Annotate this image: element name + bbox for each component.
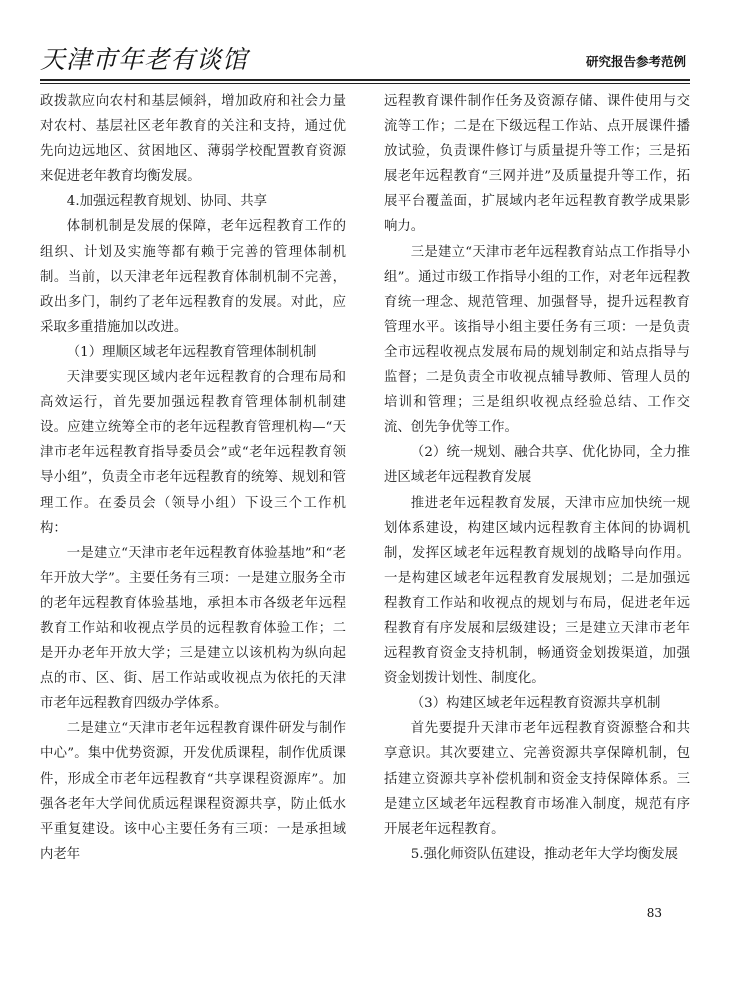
journal-logo: 天津市年老有谈馆 — [40, 45, 249, 74]
paragraph: 体制机制是发展的保障，老年远程教育工作的组织、计划及实施等都有赖于完善的管理体制机制。当前，以天津老年远程教育体制机制不完善，政出多门，制约了老年远程教育的发展。对此，应采取多重措施加以改进。 — [40, 219, 346, 335]
header-rule-thick — [40, 79, 690, 81]
page-number: 83 — [646, 906, 662, 920]
paragraph: 三是建立“天津市老年远程教育站点工作指导小组”。通过市级工作指导小组的工作，对老年远程教育统一理念、规范管理、加强督导，提升远程教育管理水平。该指导小组主要任务有三项：一是负责全市远程收视点发展布局的规划制定和站点指导与监督；二是负责全市收视点辅导教师、管理人员的培训和管理；三是组织收视点经验总结、工作交流、创先争优等工作。 — [384, 244, 690, 436]
paragraph: 政拨款应向农村和基层倾斜，增加政府和社会力量对农村、基层社区老年教育的关注和支持，通过优先向边远地区、贫困地区、薄弱学校配置教育资源来促进老年教育均衡发展。 — [40, 94, 346, 185]
right-column — [384, 89, 690, 867]
section-tag: 研究报告参考范例 — [585, 54, 686, 69]
paragraph: 一是建立“天津市老年远程教育体验基地”和“老年开放大学”。主要任务有三项：一是建立服务全市的老年远程教育体验基地，承担本市各级老年远程教育工作站和收视点学员的远程教育体验工作；二是开办老年开放大学；三是建立以该机构为纵向起点的市、区、街、居工作站或收视点为依托的天津市老年远程教育四级办学体系。 — [40, 545, 346, 712]
paragraph: 首先要提升天津市老年远程教育资源整合和共享意识。其次要建立、完善资源共享保障机制，包括建立资源共享补偿机制和资金支持保障体系。三是建立区域老年远程教育市场准入制度，规范有序开展老年远程教育。 — [384, 721, 690, 837]
header-rule-thin — [40, 83, 690, 84]
paragraph: 二是建立“天津市老年远程教育课件研发与制作中心”。集中优势资源，开发优质课程，制作优质课件，形成全市老年远程教育“共享课程资源库”。加强各老年大学间优质远程课程资源共享，防止低水平重复建设。该中心主要任务有三项：一是承担域内老年 — [40, 721, 346, 862]
paragraph: 远程教育课件制作任务及资源存储、课件使用与交流等工作；二是在下级远程工作站、点开展课件播放试验，负责课件修订与质量提升等工作；三是拓展老年远程教育“三网并进”及质量提升等工作，拓展平台覆盖面，扩展域内老年远程教育教学成果影响力。 — [384, 94, 690, 235]
left-column — [40, 89, 346, 867]
section-heading: 5.强化师资队伍建设，推动老年大学均衡发展 — [410, 846, 678, 862]
subsection-heading: （1）理顺区域老年远程教育管理体制机制 — [66, 344, 317, 360]
paragraph: 天津要实现区域内老年远程教育的合理布局和高效运行，首先要加强远程教育管理体制机制建设。应建立统筹全市的老年远程教育管理机构—“天津市老年远程教育指导委员会”或“老年远程教育领导小组”，负责全市老年远程教育的统筹、规划和管理工作。在委员会（领导小组）下设三个工作机构： — [40, 370, 346, 536]
page-header — [40, 38, 690, 78]
section-heading: 4.加强远程教育规划、协同、共享 — [66, 194, 268, 210]
subsection-heading: （2）统一规划、融合共享、优化协同，全力推进区域老年远程教育发展 — [384, 445, 690, 486]
paragraph: 推进老年远程教育发展，天津市应加快统一规划体系建设，构建区域内远程教育主体间的协调机制，发挥区域老年远程教育规划的战略导向作用。一是构建区域老年远程教育发展规划；二是加强远程教育工作站和收视点的规划与布局，促进老年远程教育有序发展和层级建设；三是建立天津市老年远程教育资金支持机制，畅通资金划拨渠道，加强资金划拨计划性、制度化。 — [384, 495, 690, 687]
subsection-heading: （3）构建区域老年远程教育资源共享机制 — [410, 696, 661, 712]
